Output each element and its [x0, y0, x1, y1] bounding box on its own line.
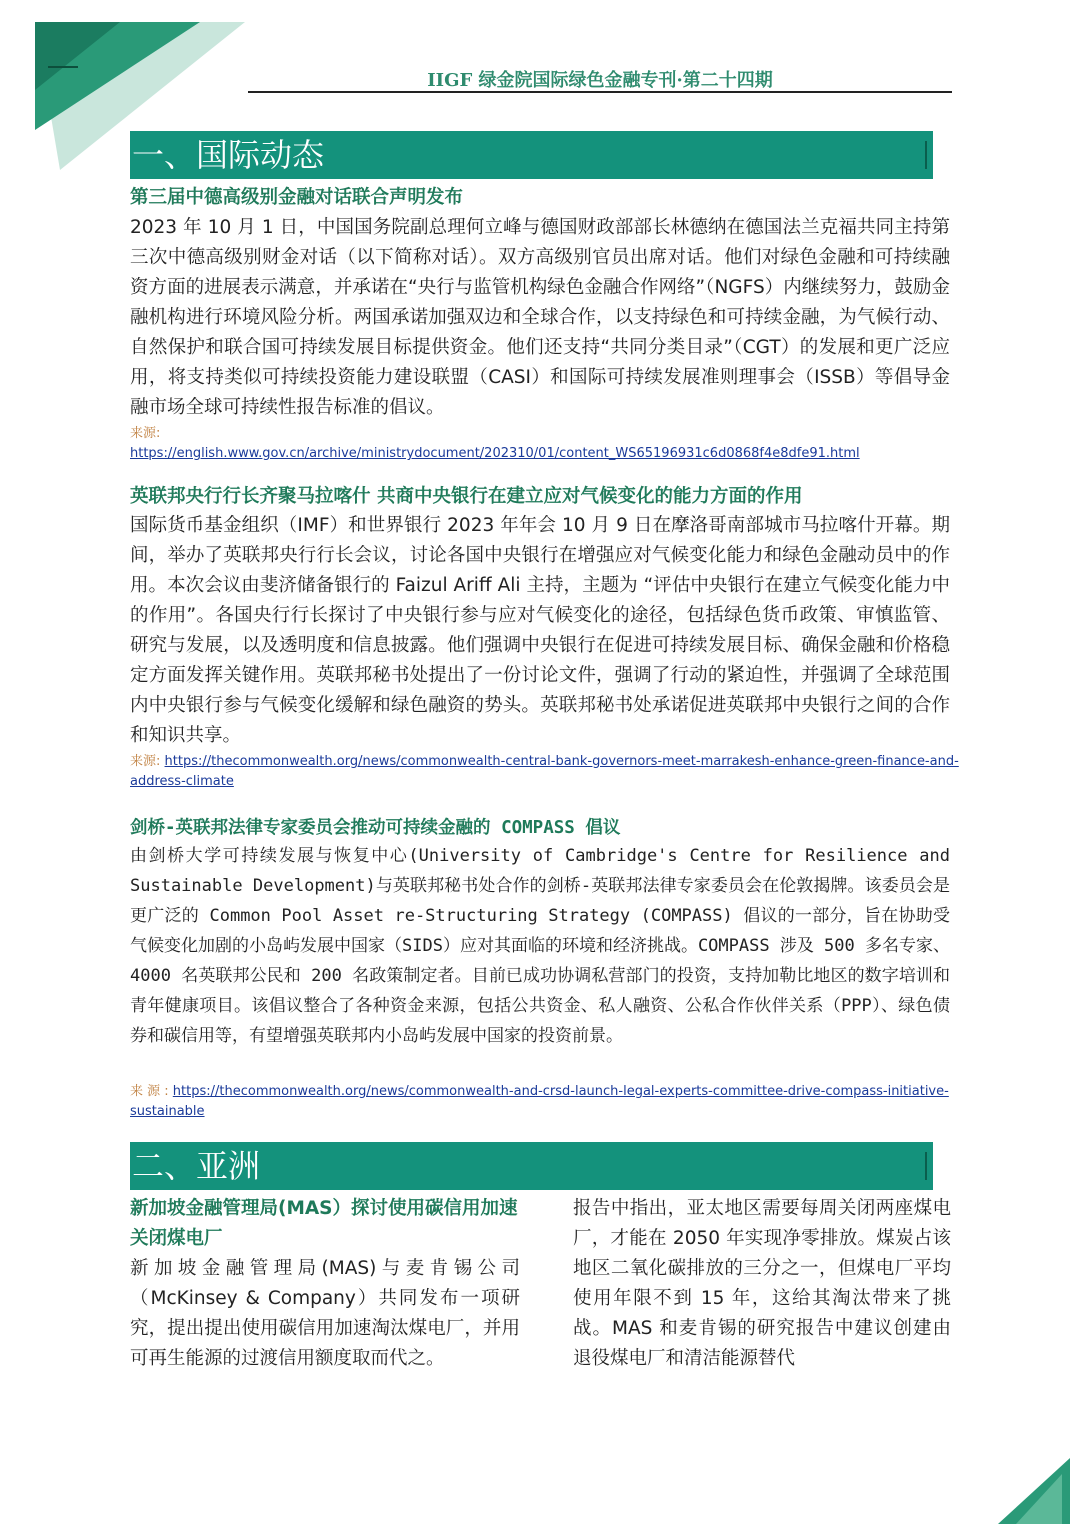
article-title-3: 剑桥-英联邦法律专家委员会推动可持续金融的 COMPASS 倡议 — [130, 818, 621, 838]
source-label: 来源: — [130, 754, 161, 769]
corner-decoration-bottom-right — [980, 1426, 1080, 1526]
source-label: 来源: — [130, 426, 161, 441]
article-body-2: 国际货币基金组织（IMF）和世界银行 2023 年年会 10 月 9 日在摩洛哥南部城市马拉喀什开幕。期间，举办了英联邦央行行长会议，讨论各国中央银行在增强应对气候变化能力和绿色金融动员中的作用。本次会议由斐济储备银行的 Faizul Ariff Ali 主持，主题为 “评估中央银行在建立气候变化能力中的作用”。各国央行行长探讨了中央银行参与应对气候变化的途径，包括绿色货币政策、审慎监管、研究与发展，以及透明度和信息披露。他们强调中央银行在促进可持续发展目标、确保金融和价格稳定方面发挥关键作用。英联邦秘书处提出了一份讨论文件，强调了行动的紧迫性，并强调了全球范围内中央银行参与气候变化缓解和绿色融资的势头。英联邦秘书处承诺促进英联邦中央银行之间的合作和知识共享。 — [130, 515, 950, 746]
article-source-1 — [130, 424, 960, 464]
source-label: 来 源 : — [130, 1084, 169, 1099]
article-source-2 — [130, 752, 960, 792]
source-link-1[interactable]: https://english.www.gov.cn/archive/ministrydocument/202310/01/content_WS65196931c6d0868f4e8dfe91.html — [130, 446, 860, 461]
article-body-4-right: 报告中指出，亚太地区需要每周关闭两座煤电厂，才能在 2050 年实现净零排放。煤炭占该地区二氧化碳排放的三分之一，但煤电厂平均使用年限不到 15 年，这给其淘汰带来了挑战。MAS 和麦肯锡的研究报告中建议创建由退役煤电厂和清洁能源替代 — [573, 1198, 951, 1369]
article-title-2: 英联邦央行行长齐聚马拉喀什 共商中央银行在建立应对气候变化的能力方面的作用 — [130, 486, 803, 507]
article-body-3: 由剑桥大学可持续发展与恢复中心(University of Cambridge's Centre for Resilience and Sustainable Development)与英联邦秘书处合作的剑桥-英联邦法律专家委员会在伦敦揭牌。该委员会是更广泛的 Common Pool Asset re-Structuring Strategy (COMPASS) 倡议的一部分，旨在协助受气候变化加剧的小岛屿发展中国家（SIDS）应对其面临的环境和经济挑战。COMPASS 涉及 500 多名专家、4000 名英联邦公民和 200 名政策制定者。目前已成功协调私营部门的投资，支持加勒比地区的数字培训和青年健康项目。该倡议整合了各种资金来源，包括公共资金、私人融资、公私合作伙伴关系（PPP）、绿色债券和碳信用等，有望增强英联邦内小岛屿发展中国家的投资前景。 — [130, 846, 950, 1046]
source-link-3[interactable]: https://thecommonwealth.org/news/commonwealth-and-crsd-launch-legal-experts-committee-drive-compass-initiative-sustainable — [130, 1084, 949, 1119]
article-4-left-column — [130, 1194, 520, 1374]
header-rule — [248, 91, 952, 93]
source-link-2[interactable]: https://thecommonwealth.org/news/commonwealth-central-bank-governors-meet-marrakesh-enhance-green-finance-and-address-climate — [130, 754, 959, 789]
section-heading-international: 一、国际动态 — [130, 131, 933, 179]
section-heading-asia: 二、亚洲 — [130, 1142, 933, 1190]
article-source-3 — [130, 1082, 960, 1122]
header-title: IIGF 绿金院国际绿色金融专刊·第二十四期 — [427, 70, 773, 91]
article-title-4: 新加坡金融管理局(MAS）探讨使用碳信用加速关闭煤电厂 — [130, 1198, 518, 1249]
article-title-1: 第三届中德高级别金融对话联合声明发布 — [130, 187, 464, 208]
article-body-1: 2023 年 10 月 1 日，中国国务院副总理何立峰与德国财政部部长林德纳在德国法兰克福共同主持第三次中德高级别财金对话（以下简称对话）。双方高级别官员出席对话。他们对绿色金融和可持续融资方面的进展表示满意，并承诺在“央行与监管机构绿色金融合作网络”（NGFS）内继续努力，鼓励金融机构进行环境风险分析。两国承诺加强双边和全球合作，以支持绿色和可持续金融，为气候行动、自然保护和联合国可持续发展目标提供资金。他们还支持“共同分类目录”（CGT）的发展和更广泛应用，将支持类似可持续投资能力建设联盟（CASI）和国际可持续发展准则理事会（ISSB）等倡导金融市场全球可持续性报告标准的倡议。 — [130, 217, 950, 418]
article-body-4-left: 新加坡金融管理局(MAS)与麦肯锡公司（McKinsey & Company）共同发布一项研究，提出提出使用碳信用加速淘汰煤电厂，并用可再生能源的过渡信用额度取而代之。 — [130, 1258, 520, 1369]
